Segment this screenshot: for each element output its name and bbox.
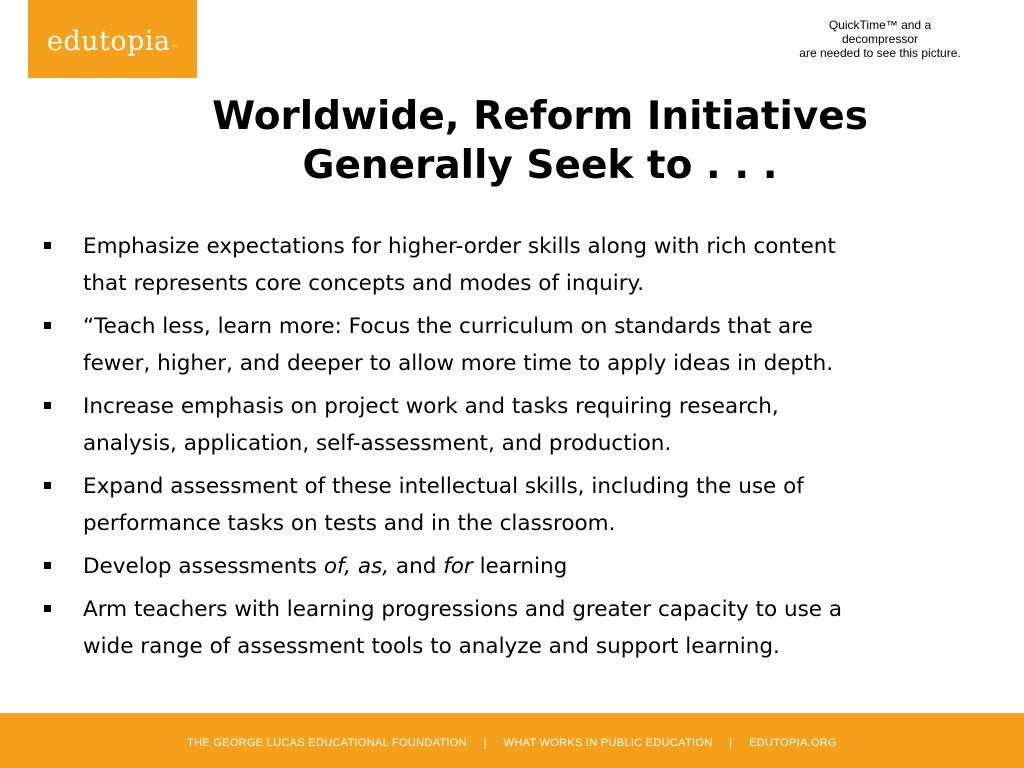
bullet-text-line: analysis, application, self-assessment, and production. (83, 431, 672, 456)
bullet-italic-segment: of, as, (323, 554, 390, 579)
slide-title (130, 92, 950, 190)
bullet-square-icon (44, 242, 51, 249)
bullet-text-line: that represents core concepts and modes of inquiry. (83, 271, 645, 296)
footer-bar (0, 713, 1024, 768)
quicktime-line-3: are needed to see this picture. (799, 46, 961, 60)
quicktime-line-2: decompressor (841, 32, 919, 46)
slide-title-line-1: Worldwide, Reform Initiatives (212, 94, 868, 139)
bullet-text-line: wide range of assessment tools to analyze and support learning. (83, 634, 780, 659)
bullet-text-line: “Teach less, learn more: Focus the curriculum on standards that are (83, 314, 813, 339)
bullet-square-icon (44, 402, 51, 409)
bullet-item (44, 388, 1004, 462)
bullet-text-line: performance tasks on tests and in the classroom. (83, 511, 616, 536)
slide-title-line-2: Generally Seek to . . . (302, 143, 778, 188)
edutopia-logo (28, 0, 197, 78)
quicktime-placeholder (760, 18, 1000, 60)
bullet-text-line: fewer, higher, and deeper to allow more time to apply ideas in depth. (83, 351, 834, 376)
bullet-text-line: Expand assessment of these intellectual skills, including the use of (83, 474, 804, 499)
bullet-text-segment: and (389, 554, 444, 579)
bullet-text-segment: learning (472, 554, 568, 579)
bullet-square-icon (44, 562, 51, 569)
bullet-list (44, 228, 1004, 671)
bullet-text-line: Increase emphasis on project work and tasks requiring research, (83, 394, 779, 419)
bullet-square-icon (44, 322, 51, 329)
bullet-item (44, 308, 1004, 382)
bullet-italic-segment: for (443, 554, 473, 579)
logo-text: edutopia (46, 25, 171, 57)
logo-trademark: ™ (171, 44, 179, 52)
bullet-text-line: Emphasize expectations for higher-order skills along with rich content (83, 234, 836, 259)
bullet-item (44, 228, 1004, 302)
bullet-item (44, 591, 1004, 665)
bullet-square-icon (44, 605, 51, 612)
bullet-text-line: Arm teachers with learning progressions and greater capacity to use a (83, 597, 843, 622)
bullet-text-segment: Develop assessments (83, 554, 324, 579)
bullet-item (44, 468, 1004, 542)
bullet-item (44, 548, 1004, 585)
logo-wordmark (47, 26, 178, 57)
footer-text: THE GEORGE LUCAS EDUCATIONAL FOUNDATION | WHAT WORKS IN PUBLIC EDUCATION | EDUTOPIA.ORG (187, 736, 837, 749)
quicktime-line-1: QuickTime™ and a (828, 18, 932, 32)
bullet-square-icon (44, 482, 51, 489)
bullet-text-line (83, 548, 1004, 585)
